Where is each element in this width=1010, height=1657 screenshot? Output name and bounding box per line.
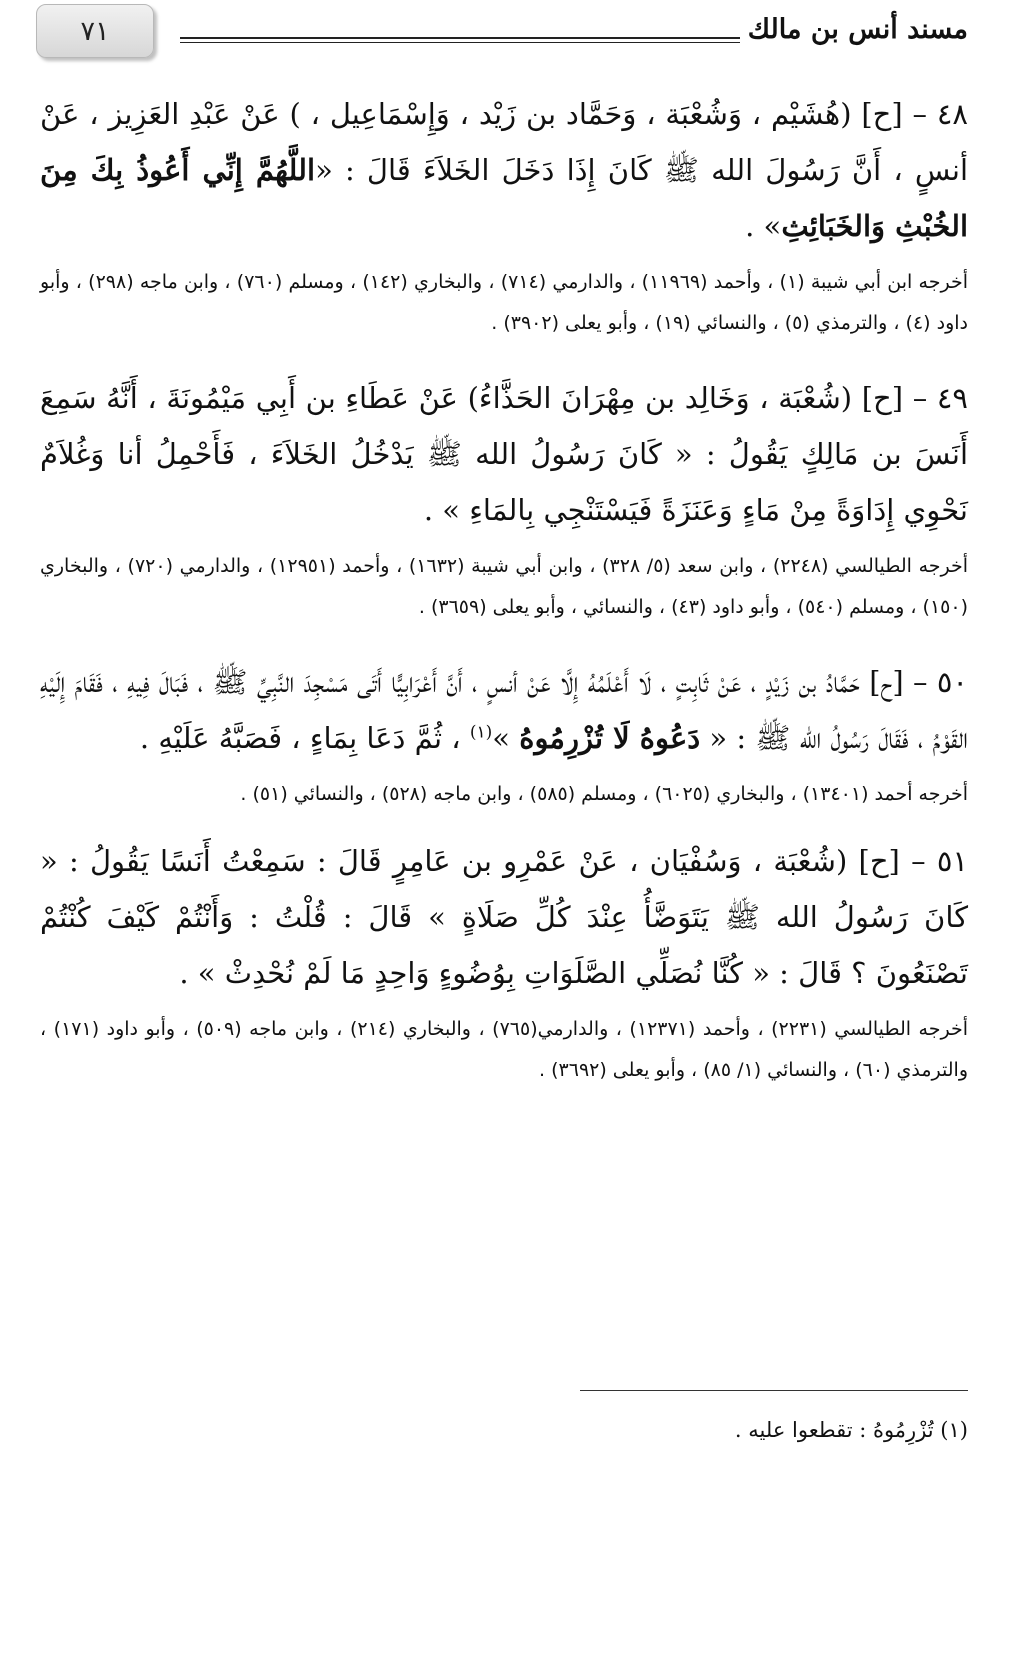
hadith-matn-emphasis: دَعُوهُ لَا تُزْرِمُوهُ xyxy=(519,721,701,755)
header-rule xyxy=(180,37,740,43)
hadith-48 xyxy=(40,86,968,344)
takhrij: أخرجه الطيالسي (٢٢٣١) ، وأحمد (١٢٣٧١) ، والدارمي(٧٦٥) ، والبخاري (٢١٤) ، وابن ماجه (٥٠٩) ، وأبو داود (١٧١) ، والترمذي (٦٠) ، والنسائي (١/ ٨٥) ، وأبو يعلى (٣٦٩٢) . xyxy=(40,1018,968,1081)
footnote-rule xyxy=(580,1390,968,1391)
hadith-50 xyxy=(40,654,968,815)
hadith-number: ٥٠ xyxy=(936,665,969,699)
hadith-51 xyxy=(40,833,968,1091)
hadith-matn-emphasis: اللَّهُمَّ إِنِّي أَعُوذُ بِكَ مِنَ الخُبْثِ وَالخَبَائِثِ xyxy=(40,153,968,243)
footnote: (١) تُزْرِمُوهُ : تقطعوا عليه . xyxy=(734,1418,968,1442)
hadith-49 xyxy=(40,370,968,628)
takhrij: أخرجه أحمد (١٣٤٠١) ، والبخاري (٦٠٢٥) ، ومسلم (٥٨٥) ، وابن ماجه (٥٢٨) ، والنسائي (٥١) . xyxy=(240,783,968,805)
hadith-isnad: – [ح] حَمَّادُ بن زَيْدٍ ، عَنْ ثَابِتٍ ، لَا أَعْلَمُهُ إِلَّا عَنْ أنسٍ ، أَنَّ أَعْرَابِيًّا أَتَى مَسْجِدَ النَّبِيِّ ﷺ ، فَبَالَ فِيهِ ، فَقَامَ إِلَيْهِ القَوْمُ ، فَقَالَ رَسُولُ الله ﷺ : « xyxy=(40,665,968,755)
main-text xyxy=(40,86,968,1091)
quote-close: » xyxy=(492,721,511,755)
hadith-text xyxy=(40,86,968,254)
hadith-number: ٤٩ xyxy=(936,381,969,415)
takhrij: أخرجه الطيالسي (٢٢٤٨) ، وابن سعد (٥/ ٣٢٨) ، وابن أبي شيبة (١٦٣٢) ، وأحمد (١٢٩٥١) ، والدارمي (٧٢٠) ، والبخاري (١٥٠) ، ومسلم (٥٤٠) ، وأبو داود (٤٣) ، والنسائي ، وأبو يعلى (٣٦٥٩) . xyxy=(40,555,969,618)
page-number xyxy=(36,4,154,58)
hadith-text xyxy=(40,833,968,1001)
hadith-isnad: – [ح] (هُشَيْم ، وَشُعْبَة ، وَحَمَّاد بن زَيْد ، وَإِسْمَاعِيل ، ) عَنْ عَبْدِ العَزِيز ، عَنْ أنسٍ ، أَنَّ رَسُولَ الله ﷺ كَانَ إِذَا دَخَلَ الخَلاَءَ قَالَ : « xyxy=(40,97,969,187)
page-number-text: ٧١ xyxy=(80,15,110,47)
hadith-body: – [ح] (شُعْبَة ، وَخَالِد بن مِهْرَانَ الحَذَّاءُ) عَنْ عَطَاءِ بن أَبِي مَيْمُونَةَ ، أَنَّهُ سَمِعَ أَنَسَ بن مَالِكٍ يَقُولُ : « كَانَ رَسُولُ الله ﷺ يَدْخُلُ الخَلاَءَ ، فَأَحْمِلُ أنا وَغُلاَمٌ نَحْوِي إِدَاوَةً مِنْ مَاءٍ وَعَنَزَةً فَيَسْتَنْجِي بِالمَاءِ » . xyxy=(40,381,968,527)
hadith-closing: » . xyxy=(745,209,782,243)
hadith-number: ٤٨ xyxy=(936,97,968,131)
hadith-text xyxy=(40,370,968,538)
hadith-closing: ، ثُمَّ دَعَا بِمَاءٍ ، فَصَبَّهُ عَلَيْهِ . xyxy=(139,721,461,755)
takhrij: أخرجه ابن أبي شيبة (١) ، وأحمد (١١٩٦٩) ، والدارمي (٧١٤) ، والبخاري (١٤٢) ، ومسلم (٧٦٠) ، وابن ماجه (٢٩٨) ، وأبو داود (٤) ، والترمذي (٥) ، والنسائي (١٩) ، وأبو يعلى (٣٩٠٢) . xyxy=(40,271,968,334)
running-head: مسند أنس بن مالك xyxy=(747,14,968,45)
footnote-reference[interactable]: (١) xyxy=(469,722,493,743)
hadith-number: ٥١ xyxy=(936,844,969,878)
hadith-body: – [ح] (شُعْبَة ، وَسُفْيَان ، عَنْ عَمْرِو بن عَامِرٍ قَالَ : سَمِعْتُ أَنَسًا يَقُولُ : « كَانَ رَسُولُ الله ﷺ يَتَوَضَّأُ عِنْدَ كُلِّ صَلَاةٍ » قَالَ : قُلْتُ : وَأَنْتُمْ كَيْفَ كُنْتُمْ تَصْنَعُونَ ؟ قَالَ : « كُنَّا نُصَلِّي الصَّلَوَاتِ بِوُضُوءٍ وَاحِدٍ مَا لَمْ نُحْدِثْ » . xyxy=(40,844,968,990)
hadith-text xyxy=(40,654,968,766)
